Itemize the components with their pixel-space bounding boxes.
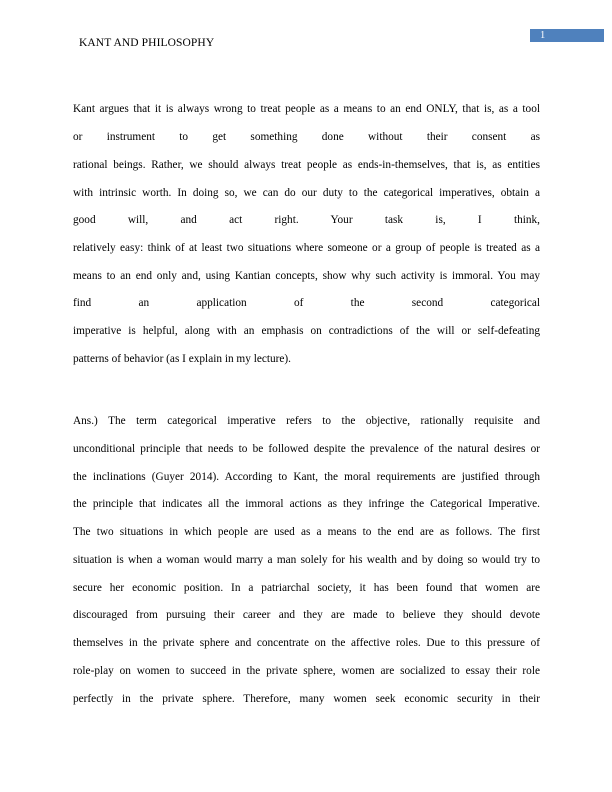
answer-line: Ans.) The term categorical imperative refers to the objective, rationally requisite and (73, 415, 540, 427)
question-line: means to an end only and, using Kantian concepts, show why such activity is immoral. You may (73, 270, 540, 282)
answer-line: the inclinations (Guyer 2014). According to Kant, the moral requirements are justified through (73, 471, 540, 483)
answer-line: perfectly in the private sphere. Therefore, many women seek economic security in their (73, 693, 540, 705)
answer-line: discouraged from pursuing their career and they are made to believe they should devote (73, 609, 540, 621)
question-line: with intrinsic worth. In doing so, we can do our duty to the categorical imperatives, obtain a (73, 187, 540, 199)
question-line: good will, and act right. Your task is, I think, (73, 214, 540, 226)
question-line: relatively easy: think of at least two situations where someone or a group of people is treated as a (73, 242, 540, 254)
running-header: KANT AND PHILOSOPHY (79, 37, 215, 49)
question-line: rational beings. Rather, we should always treat people as ends-in-themselves, that is, as entities (73, 159, 540, 171)
question-line: or instrument to get something done without their consent as (73, 131, 540, 143)
answer-line: The two situations in which people are used as a means to the end are as follows. The first (73, 526, 540, 538)
question-line: patterns of behavior (as I explain in my lecture). (73, 353, 292, 365)
page-number-badge (530, 29, 604, 42)
answer-line: role-play on women to succeed in the private sphere, women are socialized to essay their role (73, 665, 540, 677)
page-number: 1 (540, 30, 546, 41)
answer-line: unconditional principle that needs to be followed despite the prevalence of the natural desires or (73, 443, 540, 455)
question-line: find an application of the second categorical (73, 297, 540, 309)
question-line: imperative is helpful, along with an emphasis on contradictions of the will or self-defeating (73, 325, 540, 337)
answer-line: the principle that indicates all the immoral actions as they infringe the Categorical Imperative. (73, 498, 540, 510)
answer-line: themselves in the private sphere and concentrate on the affective roles. Due to this pressure of (73, 637, 540, 649)
answer-line: situation is when a woman would marry a man solely for his wealth and by doing so would try to (73, 554, 540, 566)
answer-line: secure her economic position. In a patriarchal society, it has been found that women are (73, 582, 540, 594)
question-line: Kant argues that it is always wrong to treat people as a means to an end ONLY, that is, as a tool (73, 103, 540, 115)
